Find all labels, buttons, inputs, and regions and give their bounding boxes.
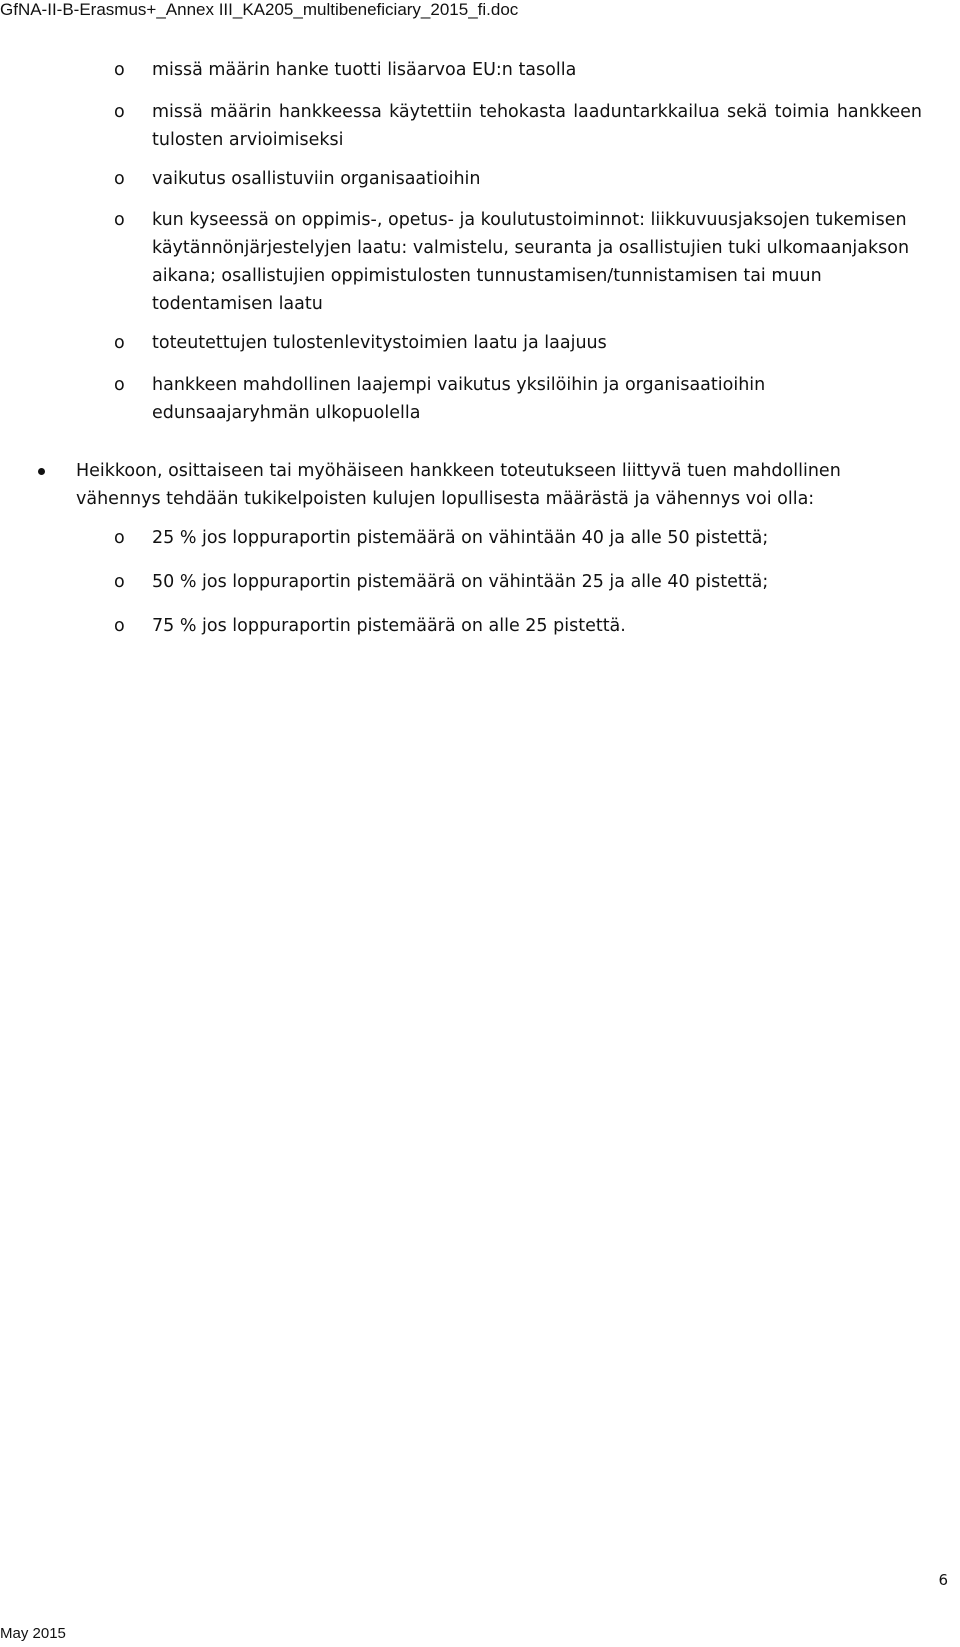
list-item: missä määrin hankkeessa käytettiin tehokasta laaduntarkkailua sekä toimia hankkeen tulosten arvioimiseksi (152, 102, 922, 150)
sub-bullet-marker: o (114, 333, 125, 353)
main-bullet-text: Heikkoon, osittaiseen tai myöhäiseen hankkeen toteutukseen liittyvä tuen mahdollinen vähennys tehdään tukikelpoisten kulujen lopullisesta määrästä ja vähennys voi olla: (76, 461, 841, 509)
list-item: 50 % jos loppuraportin pistemäärä on vähintään 25 ja alle 40 pistettä; (152, 572, 769, 592)
list-item: hankkeen mahdollinen laajempi vaikutus yksilöihin ja organisaatioihin edunsaajaryhmän ulkopuolella (152, 375, 766, 423)
list-item: vaikutus osallistuviin organisaatioihin (152, 169, 481, 189)
list-item: toteutettujen tulostenlevitystoimien laatu ja laajuus (152, 333, 607, 353)
bullet-dot-icon (38, 468, 45, 475)
sub-bullet-marker: o (114, 60, 125, 80)
list-item: kun kyseessä on oppimis-, opetus- ja koulutustoiminnot: liikkuvuusjaksojen tukemisen käytännönjärjestelyjen laatu: valmistelu, seuranta ja osallistujien tuki ulkomaanjakson aikana; osallistujien oppimistulosten tunnustamisen/tunnistamisen tai muun todentamisen laatu (152, 210, 910, 314)
sub-bullet-marker: o (114, 169, 125, 189)
footer-date: May 2015 (0, 1625, 66, 1642)
sub-bullet-marker: o (114, 528, 125, 548)
list-item: missä määrin hanke tuotti lisäarvoa EU:n tasolla (152, 60, 577, 80)
list-item: 75 % jos loppuraportin pistemäärä on alle 25 pistettä. (152, 616, 626, 636)
document-header-filename: GfNA-II-B-Erasmus+_Annex III_KA205_multibeneficiary_2015_fi.doc (0, 0, 519, 19)
page-number: 6 (938, 1571, 948, 1589)
list-item: 25 % jos loppuraportin pistemäärä on vähintään 40 ja alle 50 pistettä; (152, 528, 769, 548)
sub-bullet-marker: o (114, 572, 125, 592)
sub-bullet-marker: o (114, 102, 125, 122)
sub-bullet-marker: o (114, 210, 125, 230)
sub-bullet-marker: o (114, 375, 125, 395)
sub-bullet-marker: o (114, 616, 125, 636)
